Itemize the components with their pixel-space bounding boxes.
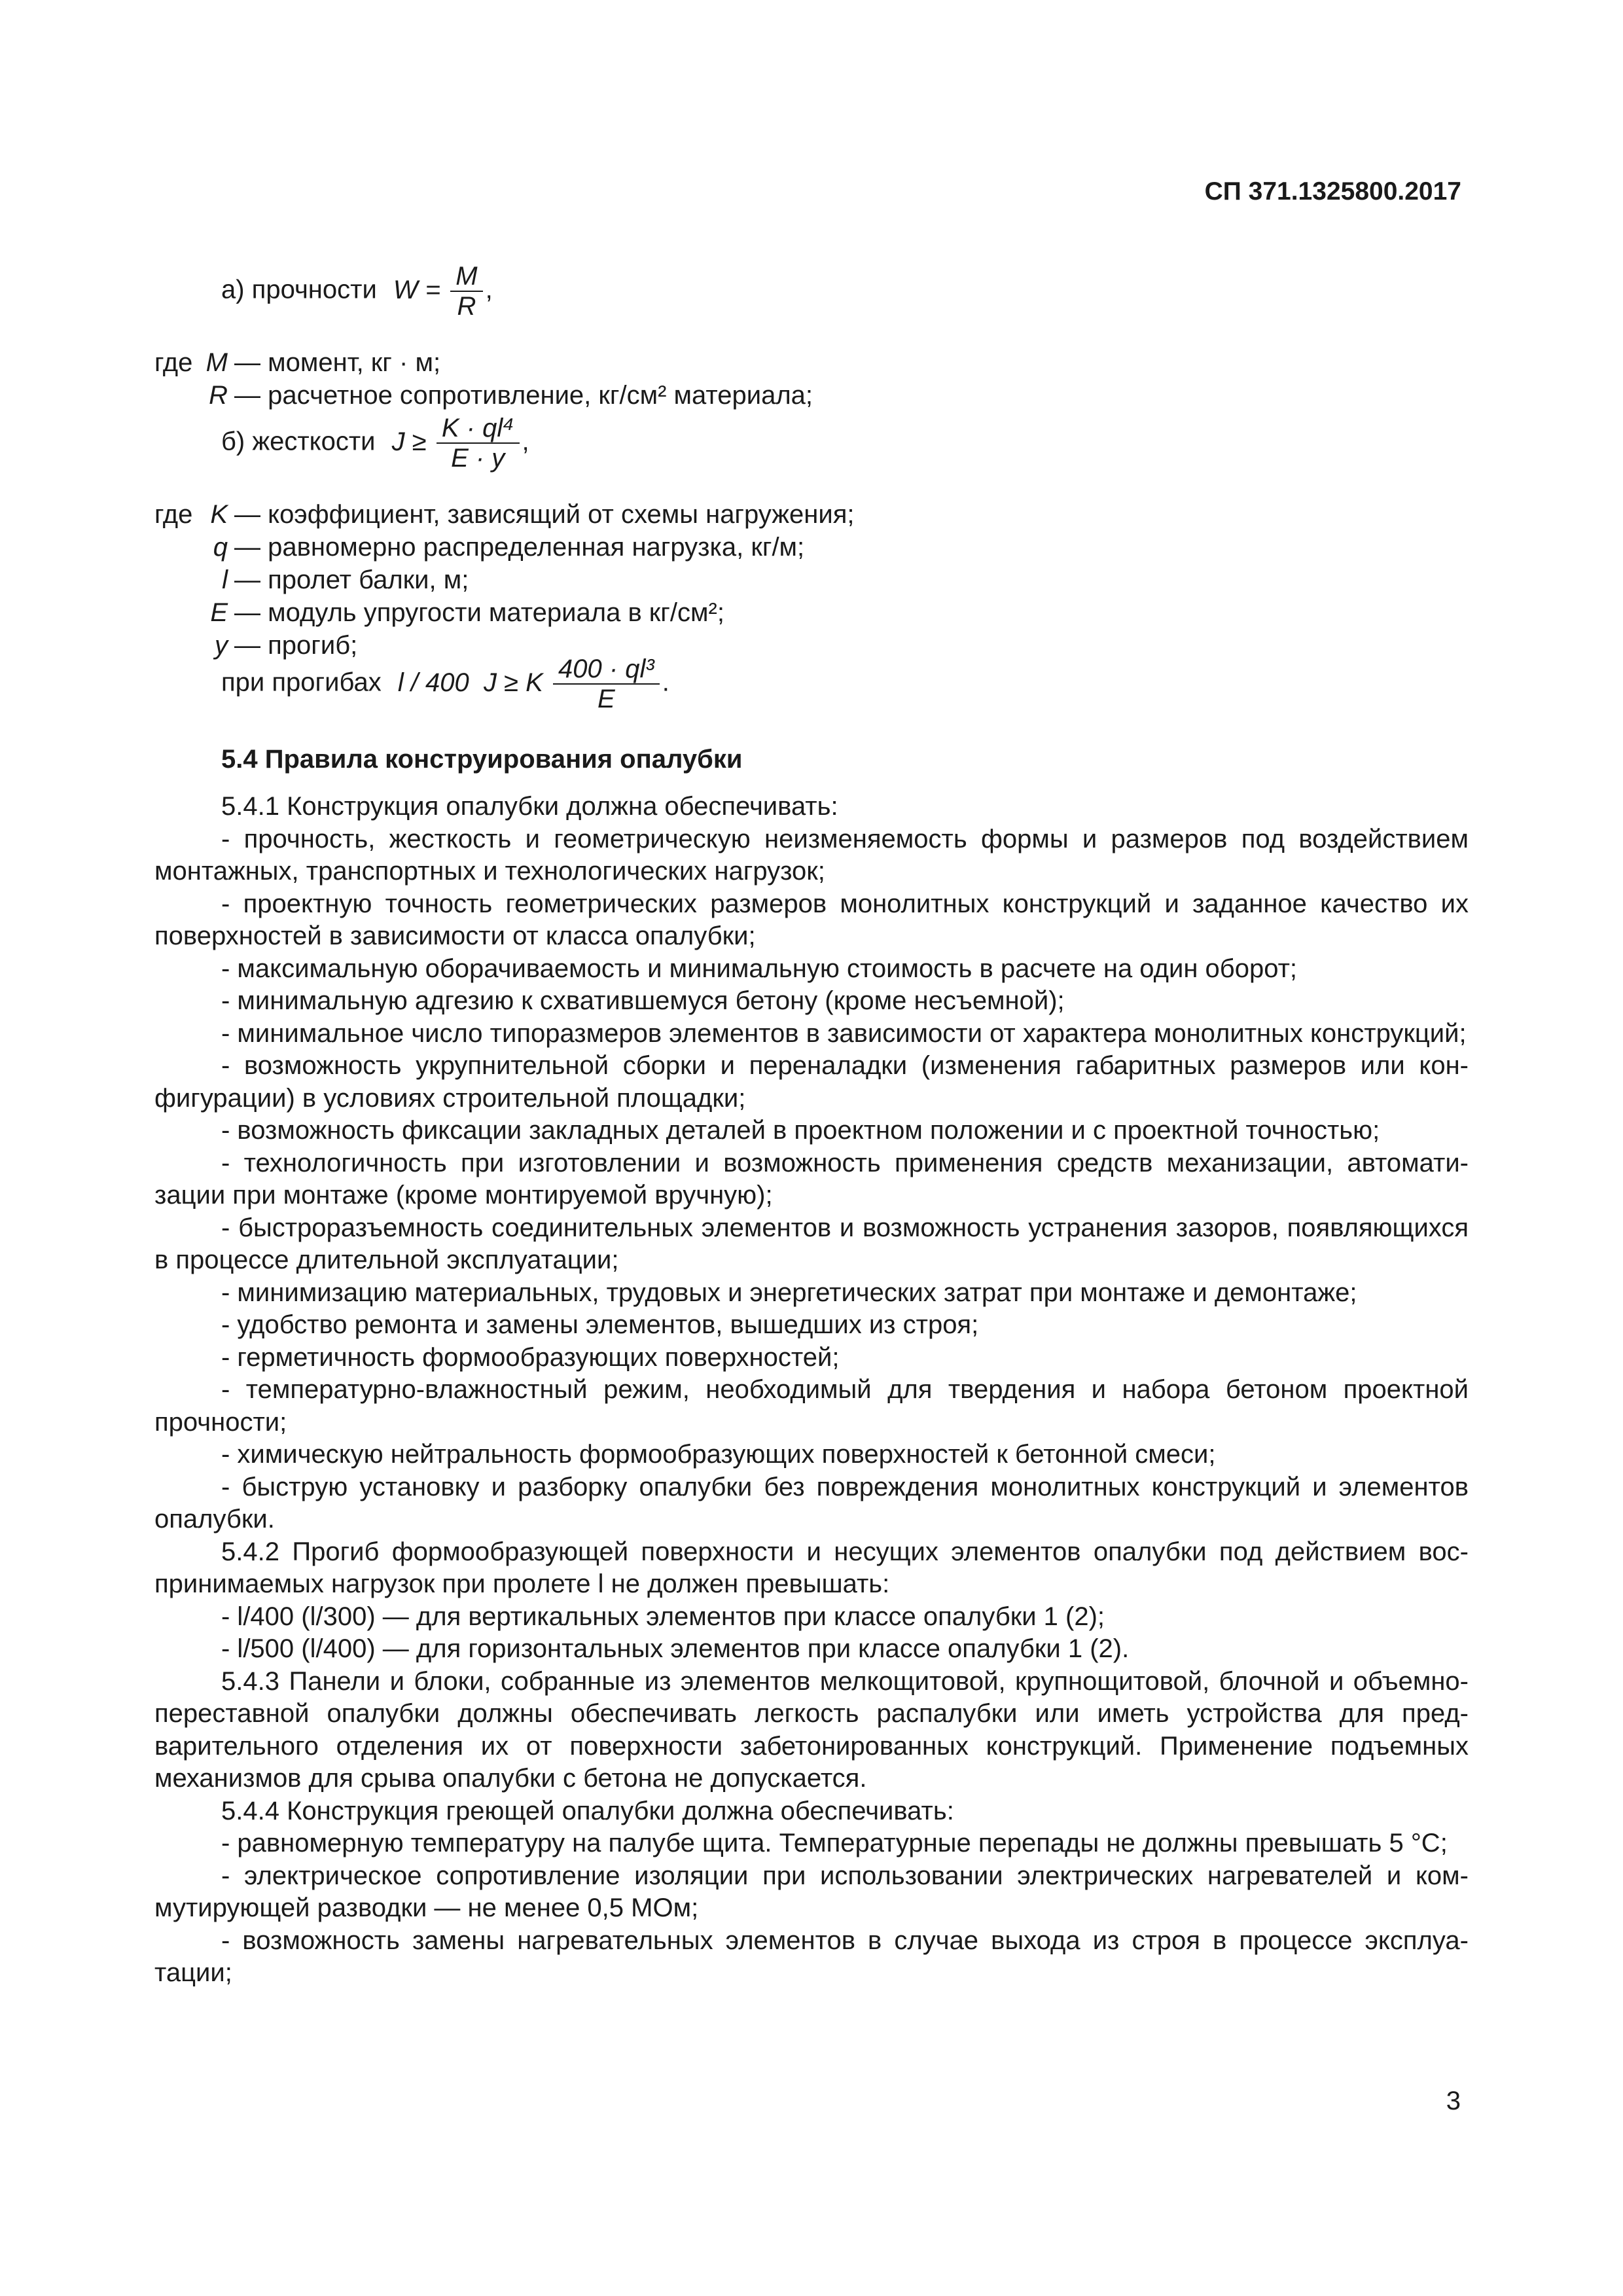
definition-text: — расчетное сопротивление, кг/см² материала;: [234, 381, 813, 410]
definition-symbol: R: [209, 381, 228, 410]
list-item: - технологичность при изготовлении и возможность применения средств механизации, автоматизации при монтаже (кроме монтируемой вручную);: [154, 1148, 1469, 1210]
paragraph: 5.4.1 Конструкция опалубки должна обеспечивать:: [221, 792, 838, 821]
section-title: 5.4 Правила конструирования опалубки: [221, 745, 743, 774]
definition-symbol: K: [210, 500, 228, 529]
list-item: - проектную точность геометрических размеров монолитных конструкций и заданное качество их поверхностей в зависимости от класса опалубки;: [154, 889, 1469, 950]
formula-expression: l / 400 J ≥ K: [397, 668, 543, 697]
list-item: - максимальную оборачиваемость и минимальную стоимость в расчете на один оборот;: [221, 954, 1298, 983]
list-item: - быструю установку и разборку опалубки без повреждения монолитных конструкций и элементов опалубки.: [154, 1472, 1469, 1534]
list-item: - температурно-влажностный режим, необходимый для твердения и набора бетоном проектной прочности;: [154, 1375, 1469, 1437]
definition-symbol: q: [213, 533, 228, 562]
list-item: - l/500 (l/400) — для горизонтальных элементов при классе опалубки 1 (2).: [221, 1634, 1130, 1663]
where-label: где: [154, 348, 193, 377]
page-number: 3: [1446, 2087, 1461, 2115]
fraction-numerator: M: [450, 262, 482, 292]
definition-text: — момент, кг · м;: [234, 348, 441, 377]
definition-text: — прогиб;: [234, 631, 358, 660]
list-item: - возможность укрупнительной сборки и переналадки (изменения габаритных размеров или конфигурации) в условиях строительной площадки;: [154, 1051, 1469, 1113]
list-item: - быстроразъемность соединительных элементов и возможность устранения зазоров, появляющихся в процессе длительной эксплуатации;: [154, 1213, 1469, 1274]
list-item: - возможность фиксации закладных деталей в проектном положении и с проектной точностью;: [221, 1116, 1380, 1145]
list-item: - химическую нейтральность формообразующих поверхностей к бетонной смеси;: [221, 1440, 1216, 1469]
paragraph: 5.4.4 Конструкция греющей опалубки должна обеспечивать:: [221, 1796, 954, 1825]
definition-symbol: E: [210, 598, 228, 627]
list-item: - минимизацию материальных, трудовых и энергетических затрат при монтаже и демонтаже;: [221, 1278, 1357, 1307]
list-item: - удобство ремонта и замены элементов, вышедших из строя;: [221, 1310, 979, 1339]
fraction-numerator: 400 · ql³: [553, 655, 660, 685]
definition-symbol: y: [215, 631, 228, 660]
document-page: СП 371.1325800.2017 а) прочности W = $\frac{M}{R}$ , где M — момент, кг · м; R — расчетное сопротивление, кг/см² материала; б) жесткости J ≥ $\frac{\text{K · ql⁴}}{E \cdot y}$ , где K — коэффициент, зависящий от схемы нагружения; q — равномерно распределенная нагрузка, кг/м; l — пролет балки, м; E — модуль упругости материала в кг/см²; y — прогиб; при прогибах l / 400 J ≥ K $\frac{\text{400 · ql³}}{E}$ . 5.4 Правила конструирования опалубки 5.4.1 Конструкция опалубки должна обеспечивать: - прочность, жесткость и геометрическую неизменяемость формы и размеров под воздействием монтажных, транспортных и технологических нагрузок; - проектную точность геометрических размеров монолитных конструкций и заданное качество их поверхностей в зависимости от класса опалубки; - максимальную оборачиваемость и минимальную стоимость в расчете на один оборот; - минимальную адгезию к схватившемуся бетону (кроме несъемной); - минимальное число типоразмеров элементов в зависимости от характера монолитных конструкций; - возможность укрупнительной сборки и переналадки (изменения габаритных размеров или конфигурации) в условиях строительной площадки; - возможность фиксации закладных деталей в проектном положении и с проектной точностью; - технологичность при изготовлении и возможность применения средств механизации, автоматизации при монтаже (кроме монтируемой вручную); - быстроразъемность соединительных элементов и возможность устранения зазоров, появляющихся в процессе длительной эксплуатации; - минимизацию материальных, трудовых и энергетических затрат при монтаже и демонтаже; - удобство ремонта и замены элементов, вышедших из строя; - герметичность формообразующих поверхностей; - температурно-влажностный режим, необходимый для твердения и набора бетоном проектной прочности; - химическую нейтральность формообразующих поверхностей к бетонной смеси; - быструю установку и разборку опалубки без повреждения монолитных конструкций и элементов опалубки. 5.4.2 Прогиб формообразующей поверхности и несущих элементов опалубки под действием воспринимаемых нагрузок при пролете l не должен превышать: - l/400 (l/300) — для вертикальных элементов при классе опалубки 1 (2); - l/500 (l/400) — для горизонтальных элементов при классе опалубки 1 (2). 5.4.3 Панели и блоки, собранные из элементов мелкощитовой, крупнощитовой, блочной и объемно-переставной опалубки должны обеспечивать легкость распалубки или иметь устройства для предварительного отделения их от поверхности забетонированных конструкций. Применение подъемных механизмов для срыва опалубки с бетона не допускается. 5.4.4 Конструкция греющей опалубки должна обеспечивать: - равномерную температуру на палубе щита. Температурные перепады не должны превышать 5 °С; - электрическое сопротивление изоляции при использовании электрических нагревателей и коммутирующей разводки — не менее 0,5 МОм; - возможность замены нагревательных элементов в случае выхода из строя в процессе эксплуатации; 3: [0, 0, 1623, 2296]
list-item: - l/400 (l/300) — для вертикальных элементов при классе опалубки 1 (2);: [221, 1602, 1105, 1631]
fraction-denominator: E: [597, 685, 615, 713]
formula-label: б) жесткости: [221, 427, 376, 456]
formula-label: а) прочности: [221, 275, 377, 304]
list-item: - электрическое сопротивление изоляции при использовании электрических нагревателей и коммутирующей разводки — не менее 0,5 МОм;: [154, 1861, 1469, 1922]
definition-text: — модуль упругости материала в кг/см²;: [234, 598, 724, 627]
paragraph: 5.4.3 Панели и блоки, собранные из элементов мелкощитовой, крупнощитовой, блочной и объемно-переставной опалубки должны обеспечивать легкость распалубки или иметь устройства для предварительного отделения их от поверхности забетонированных конструкций. Применение подъемных механизмов для срыва опалубки с бетона не допускается.: [154, 1666, 1469, 1793]
definition-symbol: M: [205, 348, 228, 377]
formula-lhs: J ≥: [391, 427, 427, 456]
definition-text: — коэффициент, зависящий от схемы нагружения;: [234, 500, 855, 529]
fraction: [450, 262, 482, 321]
list-item: - возможность замены нагревательных элементов в случае выхода из строя в процессе эксплуатации;: [154, 1926, 1469, 1987]
list-item: - равномерную температуру на палубе щита. Температурные перепады не должны превышать 5 °С;: [221, 1829, 1448, 1857]
list-item: - герметичность формообразующих поверхностей;: [221, 1342, 840, 1372]
body-text: [154, 791, 1469, 1990]
list-item: - минимальное число типоразмеров элементов в зависимости от характера монолитных конструкций;: [221, 1018, 1467, 1048]
definition-text: — пролет балки, м;: [234, 565, 469, 594]
formula-lhs: W =: [393, 275, 441, 304]
where-label: где: [154, 500, 193, 529]
definition-text: — равномерно распределенная нагрузка, кг/м;: [234, 533, 805, 562]
fraction: [553, 655, 660, 713]
fraction: [437, 414, 520, 473]
document-code: СП 371.1325800.2017: [1204, 177, 1461, 206]
paragraph: 5.4.2 Прогиб формообразующей поверхности и несущих элементов опалубки под действием воспринимаемых нагрузок при пролете l не должен превышать:: [154, 1537, 1469, 1598]
list-item: - минимальную адгезию к схватившемуся бетону (кроме несъемной);: [221, 986, 1065, 1015]
definition-symbol: l: [222, 565, 228, 594]
list-item: - прочность, жесткость и геометрическую неизменяемость формы и размеров под воздействием монтажных, транспортных и технологических нагрузок;: [154, 824, 1469, 886]
fraction-denominator: E · y: [451, 444, 505, 473]
fraction-denominator: R: [457, 292, 476, 321]
formula-label: при прогибах: [221, 668, 382, 697]
fraction-numerator: K · ql⁴: [437, 414, 520, 444]
